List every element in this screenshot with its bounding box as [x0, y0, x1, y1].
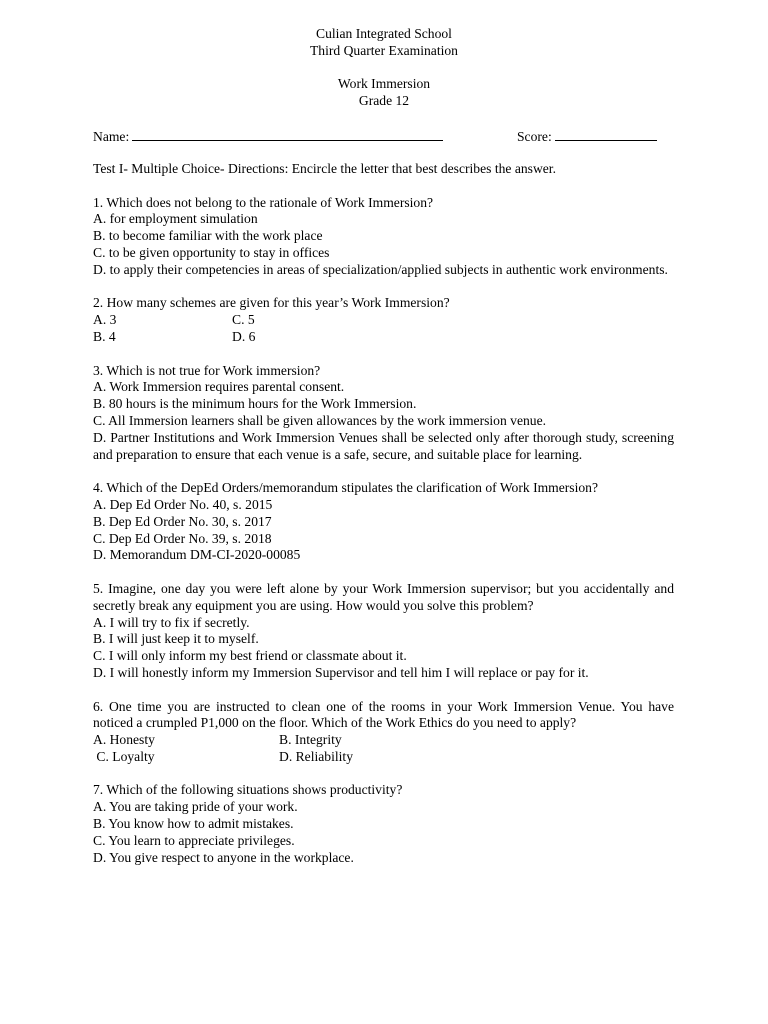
- option-b[interactable]: B. I will just keep it to myself.: [93, 631, 259, 647]
- option-b[interactable]: B. Dep Ed Order No. 30, s. 2017: [93, 513, 272, 529]
- question-stem: 1. Which does not belong to the rationale of Work Immersion?: [93, 194, 434, 210]
- directions: Test I- Multiple Choice- Directions: Encircle the letter that best describes the answer.: [93, 161, 556, 176]
- question-stem: 4. Which of the DepEd Orders/memorandum stipulates the clarification of Work Immersion?: [93, 480, 599, 496]
- option-d[interactable]: D. to apply their competencies in areas of specialization/applied subjects in authentic work environments.: [93, 261, 668, 277]
- option-c[interactable]: C. 5: [232, 312, 255, 328]
- option-a[interactable]: A. I will try to fix if secretly.: [93, 614, 250, 630]
- school-name: Culian Integrated School: [316, 26, 452, 41]
- option-b[interactable]: B. 4: [93, 328, 116, 344]
- option-c[interactable]: C. All Immersion learners shall be given allowances by the work immersion venue.: [93, 412, 547, 428]
- name-blank-line[interactable]: [132, 127, 443, 141]
- option-a[interactable]: A. Work Immersion requires parental consent.: [93, 379, 345, 395]
- question-stem: 2. How many schemes are given for this year’s Work Immersion?: [93, 295, 450, 311]
- question-3: [93, 363, 674, 464]
- option-row-2: [93, 329, 674, 346]
- question-6: [93, 699, 674, 766]
- name-label: Name:: [93, 129, 130, 144]
- option-d[interactable]: D. Partner Institutions and Work Immersion Venues shall be selected only after thorough study, screening and preparation to ensure that each venue is a safe, secure, and suitable place for learning.: [93, 429, 674, 462]
- option-row-1: [93, 312, 674, 329]
- option-d[interactable]: D. You give respect to anyone in the workplace.: [93, 849, 354, 865]
- option-d[interactable]: D. I will honestly inform my Immersion Supervisor and tell him I will replace or pay for it.: [93, 664, 589, 680]
- question-4: [93, 480, 674, 564]
- question-stem: 5. Imagine, one day you were left alone by your Work Immersion supervisor; but you accidentally and secretly break any equipment you are using. How would you solve this problem?: [93, 580, 674, 613]
- option-a[interactable]: A. 3: [93, 312, 117, 328]
- option-row-2: [93, 749, 674, 766]
- option-d[interactable]: D. Reliability: [279, 748, 354, 764]
- name-field: [93, 127, 443, 146]
- option-c[interactable]: C. You learn to appreciate privileges.: [93, 832, 295, 848]
- question-1: [93, 195, 674, 279]
- option-a[interactable]: A. Dep Ed Order No. 40, s. 2015: [93, 496, 273, 512]
- option-d[interactable]: D. 6: [232, 328, 256, 344]
- name-score-row: [93, 127, 674, 144]
- option-a[interactable]: A. You are taking pride of your work.: [93, 799, 298, 815]
- exam-title: Third Quarter Examination: [310, 42, 458, 58]
- option-c[interactable]: C. Dep Ed Order No. 39, s. 2018: [93, 530, 272, 546]
- score-field: [517, 127, 657, 146]
- option-b[interactable]: B. to become familiar with the work place: [93, 228, 323, 244]
- option-c[interactable]: C. Loyalty: [93, 748, 155, 764]
- subject-title: Work Immersion: [337, 76, 431, 92]
- option-b[interactable]: B. Integrity: [279, 732, 342, 748]
- question-stem: 3. Which is not true for Work immersion?: [93, 362, 321, 378]
- option-a[interactable]: A. Honesty: [93, 732, 155, 748]
- option-b[interactable]: B. You know how to admit mistakes.: [93, 816, 294, 832]
- grade-level: Grade 12: [358, 93, 410, 109]
- question-7: [93, 782, 674, 866]
- option-b[interactable]: B. 80 hours is the minimum hours for the Work Immersion.: [93, 396, 417, 412]
- exam-header: [0, 26, 768, 110]
- option-d[interactable]: D. Memorandum DM-CI-2020-00085: [93, 547, 301, 563]
- option-row-1: [93, 732, 674, 749]
- option-a[interactable]: A. for employment simulation: [93, 211, 258, 227]
- score-blank-line[interactable]: [555, 127, 657, 141]
- question-2: [93, 295, 674, 345]
- question-stem: 7. Which of the following situations shows productivity?: [93, 782, 403, 798]
- option-c[interactable]: C. to be given opportunity to stay in offices: [93, 244, 330, 260]
- score-label: Score:: [517, 129, 552, 144]
- option-c[interactable]: C. I will only inform my best friend or classmate about it.: [93, 648, 407, 664]
- exam-body: [93, 127, 674, 866]
- question-5: [93, 581, 674, 682]
- question-stem: 6. One time you are instructed to clean one of the rooms in your Work Immersion Venue. You have noticed a crumpled P1,000 on the floor. Which of the Work Ethics do you need to apply?: [93, 698, 674, 731]
